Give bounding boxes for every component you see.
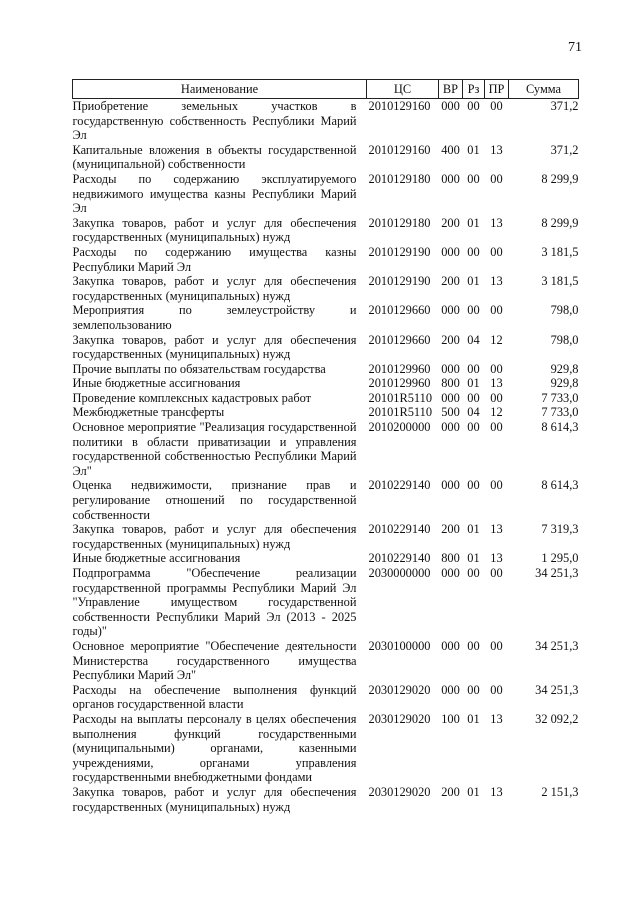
row-name: Мероприятия по землеустройству и землепользованию xyxy=(72,303,357,332)
row-pr: 12 xyxy=(490,405,503,420)
row-vr: 200 xyxy=(441,784,460,799)
row-sum: 32 092,2 xyxy=(535,711,579,726)
table-row xyxy=(73,333,579,362)
row-sum: 798,0 xyxy=(550,303,579,318)
table-row xyxy=(73,143,579,172)
row-pr: 13 xyxy=(490,522,503,537)
row-cs: 2010129190 xyxy=(368,274,431,289)
table-row xyxy=(73,683,579,712)
row-pr: 13 xyxy=(490,784,503,799)
row-sum: 3 181,5 xyxy=(541,274,579,289)
row-vr: 000 xyxy=(441,390,460,405)
row-name: Межбюджетные трансферты xyxy=(72,405,225,420)
row-cs: 2030129020 xyxy=(368,682,431,697)
row-sum: 371,2 xyxy=(550,142,579,157)
row-pr: 13 xyxy=(490,274,503,289)
table-header xyxy=(73,80,579,99)
row-name: Закупка товаров, работ и услуг для обеспечения государственных (муниципальных) нужд xyxy=(72,784,357,814)
row-cs: 2030000000 xyxy=(368,566,431,580)
header-vr: ВР xyxy=(439,80,463,99)
row-name: Расходы на обеспечение выполнения функций органов государственной власти xyxy=(72,682,357,712)
row-cs: 2030129020 xyxy=(368,784,431,799)
row-cs: 2010229140 xyxy=(368,522,431,537)
row-cs: 2010129160 xyxy=(368,142,431,157)
row-sum: 34 251,3 xyxy=(535,638,579,653)
row-vr: 000 xyxy=(441,361,460,376)
row-pr: 00 xyxy=(490,99,503,113)
row-name: Прочие выплаты по обязательствам государства xyxy=(72,361,326,376)
row-vr: 200 xyxy=(441,332,460,347)
row-pr: 00 xyxy=(490,361,503,376)
row-pr: 00 xyxy=(490,638,503,653)
header-sum: Сумма xyxy=(509,80,579,99)
row-sum: 8 614,3 xyxy=(541,478,579,493)
row-pr: 00 xyxy=(490,682,503,697)
row-sum: 798,0 xyxy=(550,332,579,347)
row-pr: 00 xyxy=(490,390,503,405)
row-rz: 01 xyxy=(467,274,480,289)
row-sum: 7 733,0 xyxy=(541,405,579,420)
table-row xyxy=(73,245,579,274)
row-pr: 13 xyxy=(490,142,503,157)
header-cs: ЦС xyxy=(367,80,439,99)
row-sum: 2 151,3 xyxy=(541,784,579,799)
table-row xyxy=(73,566,579,639)
row-rz: 01 xyxy=(467,376,480,391)
row-rz: 00 xyxy=(467,244,480,259)
table-row xyxy=(73,551,579,566)
row-vr: 000 xyxy=(441,171,460,186)
row-vr: 200 xyxy=(441,274,460,289)
row-rz: 00 xyxy=(467,99,480,113)
row-sum: 8 614,3 xyxy=(541,420,579,435)
row-pr: 00 xyxy=(490,478,503,493)
row-sum: 34 251,3 xyxy=(535,566,579,580)
row-rz: 01 xyxy=(467,522,480,537)
row-name: Приобретение земельных участков в государственную собственность Республики Марий Эл xyxy=(72,99,357,143)
table-row xyxy=(73,362,579,377)
row-name: Расходы по содержанию имущества казны Республики Марий Эл xyxy=(72,244,357,274)
table-row xyxy=(73,216,579,245)
row-rz: 01 xyxy=(467,215,480,230)
row-pr: 00 xyxy=(490,303,503,318)
table-row xyxy=(73,712,579,785)
table-row xyxy=(73,99,579,143)
row-rz: 00 xyxy=(467,420,480,435)
row-vr: 000 xyxy=(441,244,460,259)
row-cs: 20101R5110 xyxy=(368,405,433,420)
row-name: Закупка товаров, работ и услуг для обеспечения государственных (муниципальных) нужд xyxy=(72,522,357,551)
row-name: Расходы по содержанию эксплуатируемого недвижимого имущества казны Республики Марий Эл xyxy=(72,171,357,216)
row-vr: 500 xyxy=(441,405,460,420)
row-rz: 00 xyxy=(467,638,480,653)
row-sum: 8 299,9 xyxy=(541,215,579,230)
row-rz: 00 xyxy=(467,682,480,697)
row-rz: 04 xyxy=(467,332,480,347)
row-sum: 8 299,9 xyxy=(541,171,579,186)
row-sum: 3 181,5 xyxy=(541,244,579,259)
table-row xyxy=(73,391,579,406)
table-row xyxy=(73,478,579,522)
row-cs: 2010129160 xyxy=(368,99,431,113)
row-cs: 2010129180 xyxy=(368,171,431,186)
row-name: Оценка недвижимости, признание прав и регулирование отношений по государственной собственности xyxy=(72,478,357,522)
row-name: Закупка товаров, работ и услуг для обеспечения государственных (муниципальных) нужд xyxy=(72,215,357,245)
row-cs: 2010229140 xyxy=(368,478,431,493)
row-rz: 04 xyxy=(467,405,480,420)
row-cs: 2010229140 xyxy=(368,551,431,566)
row-name: Закупка товаров, работ и услуг для обеспечения государственных (муниципальных) нужд xyxy=(72,274,357,303)
row-cs: 2010129660 xyxy=(368,303,431,318)
row-cs: 2010129190 xyxy=(368,244,431,259)
row-name: Основное мероприятие "Реализация государственной политики в области приватизации и управления государственной собственностью Республики Марий Эл" xyxy=(72,420,357,478)
row-vr: 200 xyxy=(441,522,460,537)
row-cs: 2010129180 xyxy=(368,215,431,230)
row-name: Иные бюджетные ассигнования xyxy=(72,551,241,566)
row-cs: 2010129960 xyxy=(368,376,431,391)
row-cs: 2010129960 xyxy=(368,361,431,376)
row-vr: 400 xyxy=(441,142,460,157)
row-pr: 00 xyxy=(490,420,503,435)
row-name: Основное мероприятие "Обеспечение деятельности Министерства государственного имущества Республики Марий Эл" xyxy=(72,638,357,683)
row-name: Расходы на выплаты персоналу в целях обеспечения выполнения функций государственными (муниципальными) органами, казенными учреждениями, органами управления государственными внебюджетными фондами xyxy=(72,711,357,785)
row-vr: 800 xyxy=(441,376,460,391)
table-row xyxy=(73,303,579,332)
page-number: 71 xyxy=(568,40,582,55)
row-rz: 00 xyxy=(467,478,480,493)
row-vr: 000 xyxy=(441,566,460,580)
row-pr: 13 xyxy=(490,711,503,726)
table-row xyxy=(73,522,579,551)
row-cs: 2030129020 xyxy=(368,711,431,726)
row-pr: 13 xyxy=(490,551,503,566)
budget-table xyxy=(72,79,579,814)
row-cs: 2010200000 xyxy=(368,420,431,435)
row-pr: 13 xyxy=(490,215,503,230)
row-rz: 00 xyxy=(467,171,480,186)
row-name: Иные бюджетные ассигнования xyxy=(72,376,241,391)
row-pr: 13 xyxy=(490,376,503,391)
row-sum: 929,8 xyxy=(550,361,579,376)
row-sum: 371,2 xyxy=(550,99,579,113)
row-rz: 01 xyxy=(467,711,480,726)
row-vr: 000 xyxy=(441,420,460,435)
header-name: Наименование xyxy=(73,80,367,99)
table-row xyxy=(73,172,579,216)
row-vr: 800 xyxy=(441,551,460,566)
row-vr: 000 xyxy=(441,303,460,318)
table-row xyxy=(73,785,579,814)
row-name: Капитальные вложения в объекты государственной (муниципальной) собственности xyxy=(72,142,357,172)
row-rz: 00 xyxy=(467,303,480,318)
row-sum: 7 733,0 xyxy=(541,390,579,405)
row-rz: 00 xyxy=(467,361,480,376)
row-name: Закупка товаров, работ и услуг для обеспечения государственных (муниципальных) нужд xyxy=(72,332,357,362)
row-sum: 7 319,3 xyxy=(541,522,579,537)
row-name: Проведение комплексных кадастровых работ xyxy=(72,390,312,405)
row-rz: 01 xyxy=(467,551,480,566)
row-cs: 20101R5110 xyxy=(368,390,433,405)
row-vr: 100 xyxy=(441,711,460,726)
row-pr: 00 xyxy=(490,244,503,259)
row-vr: 000 xyxy=(441,638,460,653)
table-row xyxy=(73,405,579,420)
header-pr: ПР xyxy=(485,80,509,99)
row-cs: 2010129660 xyxy=(368,332,431,347)
row-cs: 2030100000 xyxy=(368,638,431,653)
table-row xyxy=(73,376,579,391)
header-rz: Рз xyxy=(463,80,485,99)
row-rz: 01 xyxy=(467,784,480,799)
row-pr: 00 xyxy=(490,566,503,580)
table-body xyxy=(73,99,579,815)
row-sum: 929,8 xyxy=(550,376,579,391)
table-row xyxy=(73,639,579,683)
row-vr: 200 xyxy=(441,215,460,230)
table-row xyxy=(73,420,579,478)
row-vr: 000 xyxy=(441,682,460,697)
row-sum: 1 295,0 xyxy=(541,551,579,566)
row-rz: 00 xyxy=(467,566,480,580)
row-sum: 34 251,3 xyxy=(535,682,579,697)
row-name: Подпрограмма "Обеспечение реализации государственной программы Республики Марий Эл "Управление имуществом государственной собственности Республики Марий Эл (2013 - 2025 годы)" xyxy=(72,566,357,639)
row-pr: 12 xyxy=(490,332,503,347)
row-rz: 01 xyxy=(467,142,480,157)
row-pr: 00 xyxy=(490,171,503,186)
row-rz: 00 xyxy=(467,390,480,405)
table-row xyxy=(73,274,579,303)
row-vr: 000 xyxy=(441,99,460,113)
row-vr: 000 xyxy=(441,478,460,493)
